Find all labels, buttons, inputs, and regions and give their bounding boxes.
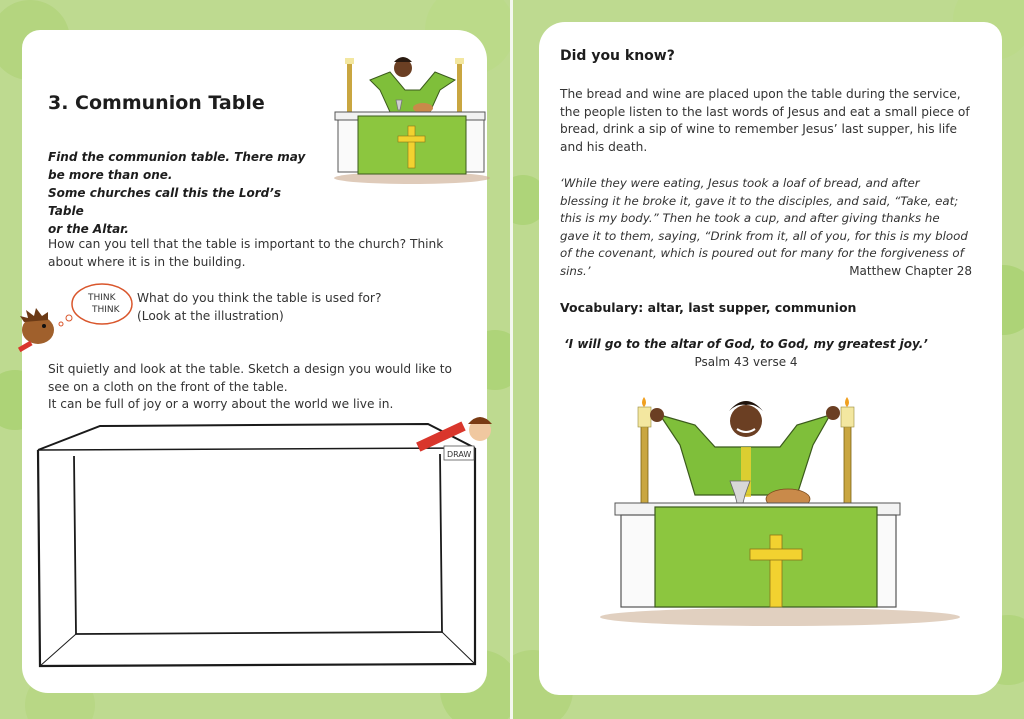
question-line: (Look at the illustration) [137,308,284,323]
did-you-know-body: The bread and wine are placed upon the table during the service, the people listen to the last words of Jesus and eat a small piece of bread, drink a sip of wine to remember Jesus’ last supper, his life and his death. [560,87,970,154]
question-table-importance: How can you tell that the table is important to the church? Think about where it is in the building. [48,237,444,269]
question-table-use [137,290,417,325]
hedgehog-think-illustration [14,278,134,358]
psalm-quote: ‘I will go to the altar of God, to God, my greatest joy.’ [564,337,928,351]
intro-line: Some churches call this the Lord’s Table [48,186,281,218]
scripture-quote: ‘While they were eating, Jesus took a loaf of bread, and after blessing it he broke it, gave it to the disciples, and said, “Take, eat; this is my body.” Then he took a cup, and after giving thanks he gave it to them, saying, “Drink from it, all of you, for this is my blood of the covenant, which is poured out for many for the forgiveness of sins.’ [560,176,968,278]
intro-line: Find the communion table. There may [48,150,306,164]
small-altar-illustration [330,50,490,185]
instruction-line: Sit quietly and look at the table. Sketch a design you would like to see on a cloth on the front of the table. [48,362,453,394]
quote-reference: Matthew Chapter 28 [849,264,972,278]
intro-instructions [48,148,318,238]
intro-line: or the Altar. [48,222,129,236]
draw-label: DRAW [447,450,472,459]
question-line: What do you think the table is used for? [137,291,382,305]
vocabulary-line: Vocabulary: altar, last supper, communion [560,300,857,315]
large-altar-illustration [565,385,965,635]
instruction-line: It can be full of joy or a worry about the world we live in. [48,397,394,411]
psalm-reference: Psalm 43 verse 4 [694,355,798,369]
page-title: 3. Communion Table [48,92,265,114]
did-you-know-heading: Did you know? [560,48,675,64]
sketch-instructions [48,361,458,414]
think-label: THINK [88,293,116,303]
think-label: THINK [92,305,120,315]
draw-label-illustration [410,410,500,465]
intro-line: be more than one. [48,168,173,182]
